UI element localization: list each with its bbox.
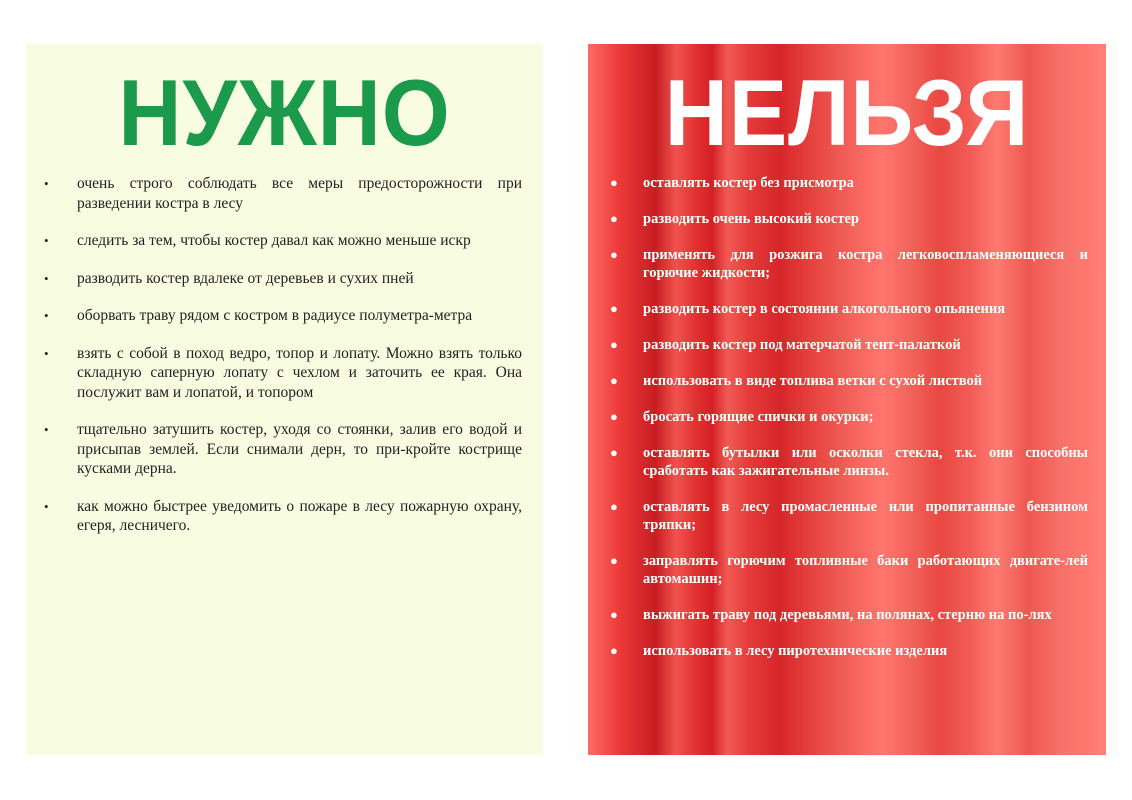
- list-item: [44, 306, 522, 326]
- list-item: [44, 497, 522, 536]
- list-item-text: взять с собой в поход ведро, топор и лопату. Можно взять только складную саперную лопату с чехлом и заточить ее края. Она послужит вам и лопатой, и топором: [77, 344, 522, 401]
- list-item: [610, 174, 1088, 192]
- bullet-icon: •: [44, 270, 49, 286]
- bullet-icon: ●: [610, 175, 618, 190]
- list-item: [610, 552, 1088, 588]
- must-not-heading: НЕЛЬЗЯ: [664, 60, 1030, 165]
- list-item-text: использовать в виде топлива ветки с сухой листвой: [643, 373, 983, 389]
- list-item: [44, 174, 522, 213]
- bullet-icon: ●: [610, 499, 618, 514]
- bullet-icon: ●: [610, 607, 618, 622]
- list-item: [610, 444, 1088, 480]
- bullet-icon: ●: [610, 445, 618, 460]
- list-item-text: заправлять горючим топливные баки работающих двигате-лей автомашин;: [643, 553, 1088, 587]
- bullet-icon: ●: [610, 643, 618, 658]
- list-item-text: оставлять в лесу промасленные или пропитанные бензином тряпки;: [643, 499, 1088, 533]
- list-item: [610, 246, 1088, 282]
- list-item: [610, 210, 1088, 228]
- bullet-icon: •: [44, 422, 49, 437]
- list-item-text: разводить костер вдалеке от деревьев и сухих пней: [77, 269, 414, 287]
- list-item-text: разводить костер в состоянии алкогольного опьянения: [643, 301, 1006, 317]
- list-item-text: разводить очень высокий костер: [643, 211, 859, 227]
- bullet-icon: •: [44, 498, 49, 514]
- must-do-panel: [26, 44, 543, 755]
- bullet-icon: •: [44, 176, 49, 191]
- list-item-text: тщательно затушить костер, уходя со стоянки, залив его водой и присыпав землей. Если снимали дерн, то при-кройте кострище кусками дерна.: [77, 421, 522, 477]
- list-item: [610, 300, 1088, 318]
- must-not-list: [610, 174, 1088, 678]
- bullet-icon: ●: [610, 211, 618, 226]
- list-item-text: как можно быстрее уведомить о пожаре в лесу пожарную охрану, егеря, лесничего.: [77, 497, 522, 534]
- list-item: [610, 606, 1088, 624]
- must-not-panel: [588, 44, 1106, 755]
- list-item: [44, 269, 522, 289]
- list-item: [610, 336, 1088, 354]
- bullet-icon: •: [44, 308, 49, 323]
- list-item-text: разводить костер под матерчатой тент-палаткой: [643, 337, 961, 353]
- must-do-heading: НУЖНО: [118, 60, 451, 165]
- list-item-text: оставлять бутылки или осколки стекла, т.к. они способны сработать как зажигательные линзы.: [643, 445, 1088, 479]
- bullet-icon: •: [44, 233, 49, 248]
- list-item: [610, 372, 1088, 390]
- list-item: [44, 344, 522, 403]
- bullet-icon: ●: [610, 553, 618, 568]
- list-item-text: бросать горящие спички и окурки;: [643, 409, 874, 425]
- list-item: [610, 408, 1088, 426]
- list-item: [610, 642, 1088, 660]
- bullet-icon: ●: [610, 409, 618, 424]
- bullet-icon: ●: [610, 337, 618, 352]
- list-item-text: очень строго соблюдать все меры предосторожности при разведении костра в лесу: [77, 175, 522, 212]
- list-item: [44, 231, 522, 251]
- bullet-icon: ●: [610, 373, 618, 388]
- list-item-text: оставлять костер без присмотра: [643, 175, 854, 191]
- list-item-text: применять для розжига костра легковоспламеняющиеся и горючие жидкости;: [643, 247, 1088, 281]
- list-item-text: оборвать траву рядом с костром в радиусе полуметра-метра: [77, 307, 473, 324]
- must-do-list: [44, 174, 522, 554]
- list-item: [610, 498, 1088, 534]
- list-item-text: следить за тем, чтобы костер давал как можно меньше искр: [77, 232, 471, 249]
- list-item-text: использовать в лесу пиротехнические изделия: [643, 643, 948, 659]
- bullet-icon: ●: [610, 301, 618, 316]
- list-item: [44, 420, 522, 479]
- bullet-icon: •: [44, 345, 49, 361]
- list-item-text: выжигать траву под деревьями, на полянах, стерню на по-лях: [643, 607, 1052, 623]
- bullet-icon: ●: [610, 247, 618, 262]
